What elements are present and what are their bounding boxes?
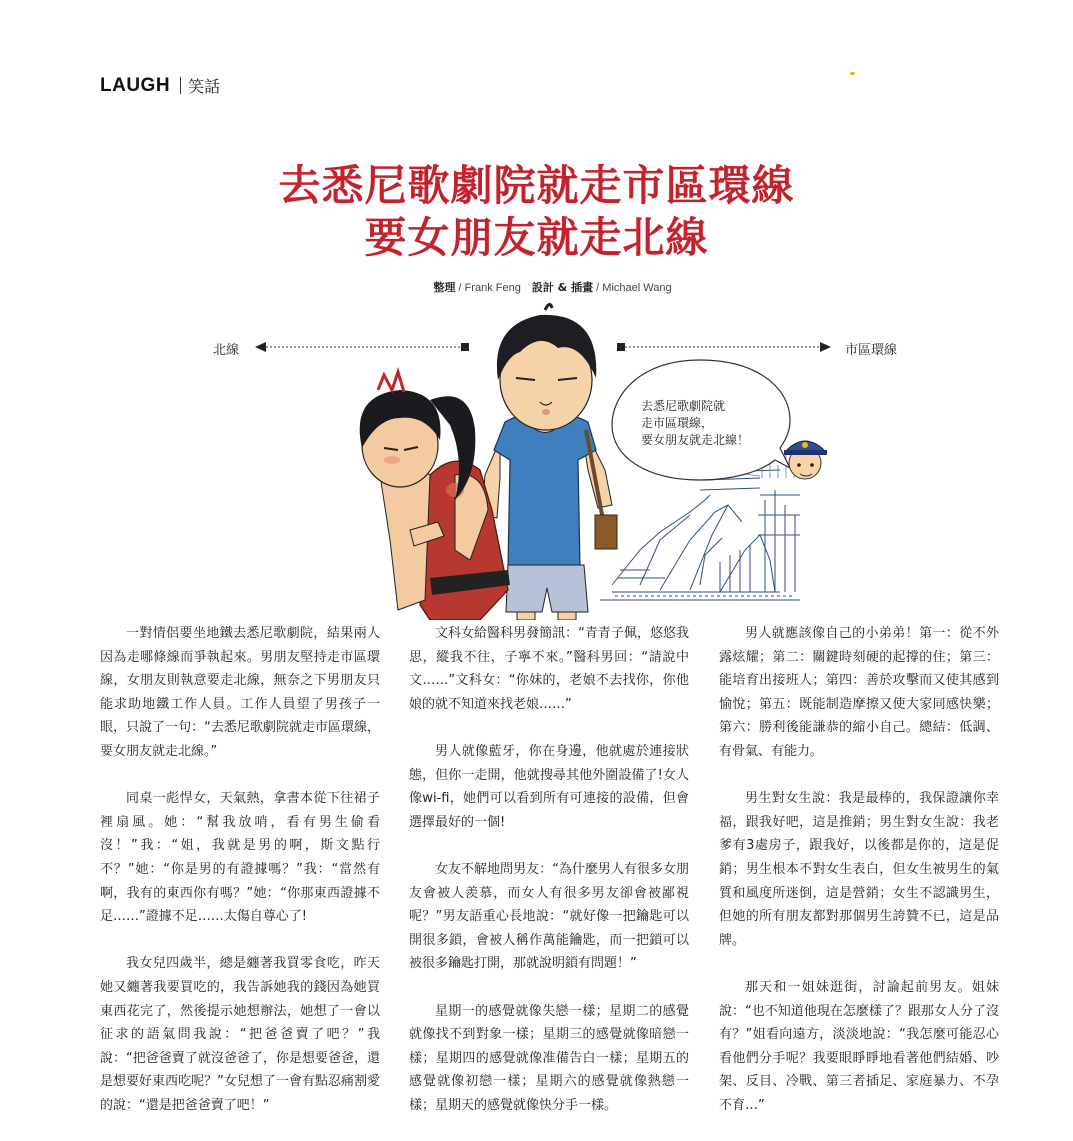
speech-bubble (612, 360, 790, 480)
section-divider (180, 77, 181, 94)
joke-paragraph: 女友不解地問男友：“為什麼男人有很多女朋友會被人羨慕，而女人有很多男友卻會被鄙視呢？”男友語重心長地說：“就好像一把鑰匙可以開很多鎖，會被人稱作萬能鑰匙，而一把鎖可以被很多鑰匙打開，那就說明鎖有問題！” (409, 861, 689, 972)
headline-line-2: 要女朋友就走北線 (364, 213, 709, 262)
section-tag (100, 74, 220, 97)
credit-design-label: 設計 & 插畫 (531, 281, 594, 294)
article-credits (0, 279, 1073, 295)
girl-figure (360, 372, 510, 620)
right-arrow-icon (617, 342, 831, 352)
joke-paragraph: 那天和一姐妹逛街，討論起前男友。姐妹說：“也不知道他現在怎麼樣了？跟那女人分了沒有？”姐看向遠方，淡淡地說：“我怎麼可能忍心看他們分手呢？我要眼睜睜地看著他們結婚、吵架、反目、冷戰、第三者插足、家庭暴力、不孕不育…” (719, 979, 999, 1113)
joke-paragraph: 男人就應該像自己的小弟弟！第一：從不外露炫耀；第二：關鍵時刻硬的起撐的住；第三： 能培育出接班人；第四：善於攻擊而又使其感到愉悅；第五：既能制造摩擦又使大家同感快樂；第六：勝利後能謙恭的縮小自己。總結：低調、有骨氣、有能力。 (719, 626, 999, 759)
city-circle-label: 市區環線 (845, 343, 898, 358)
credit-design-name: / Michael Wang (593, 282, 672, 294)
credit-editor-label: 整理 (433, 281, 456, 294)
joke-paragraph: 同桌一彪悍女，天氣熱，拿書本從下往裙子裡扇風。她：“幫我放哨，看有男生偷看沒！”我：“姐，我就是男的啊，斯文點行不？”她：“你是男的有證據嗎？”我：“當然有啊，我有的東西你有嗎？”她：“你那東西證據不足……”證據不足……太傷自尊心了! (100, 791, 380, 925)
bubble-line-2: 走市區環線， (641, 416, 714, 430)
section-label-en: LAUGH (100, 74, 171, 96)
article-headline (0, 160, 1073, 264)
joke-paragraph: 我女兒四歲半，總是纏著我買零食吃，昨天她又纏著我要買吃的，我告訴她我的錢因為她買東西花完了，然後提示她想辦法，她想了一會以征求的語氣問我說：“把爸爸賣了吧？”我說：“把爸爸賣了就沒爸爸了，你是想要爸爸，還是想要好東西吃呢？”女兒想了一會有點忍痛割愛的說：“還是把爸爸賣了吧！” (100, 956, 380, 1113)
joke-paragraph: 男人就像藍牙，你在身邊，他就處於連接狀態，但你一走開，他就搜尋其他外圍設備了!女人像wi-fi，她們可以看到所有可連接的設備，但會選擇最好的一個! (409, 743, 689, 830)
joke-paragraph: 一對情侶要坐地鐵去悉尼歌劇院，結果兩人因為走哪條線而爭執起來。男朋友堅持走市區環線，女朋友則執意要走北線，無奈之下男朋友只能求助地鐵工作人員。工作人員望了男孩子一眼，只說了一句：“去悉尼歌劇院就走市區環線，要女朋友就走北線。” (100, 626, 380, 759)
joke-paragraph: 文科女給醫科男發簡訊：“青青子佩，悠悠我思，縱我不往，子寧不來。”醫科男回：“請說中文……”文科女：“你妹的，老娘不去找你，你他娘的就不知道來找老娘……” (409, 626, 689, 712)
article-column-3 (719, 622, 999, 1141)
station-staff-figure (784, 441, 827, 479)
joke-paragraph: 男生對女生說：我是最棒的，我保證讓你幸福，跟我好吧，這是推銷；男生對女生說：我老爹有3處房子，跟我好，以後都是你的，這是促銷；男生根本不對女生表白，但女生被男生的氣質和風度所迷倒，這是營銷；女生不認識男生，但她的所有朋友都對那個男生誇贊不已，這是品牌。 (719, 791, 999, 948)
headline-line-1: 去悉尼歌劇院就走市區環線 (278, 161, 795, 210)
bubble-line-1: 去悉尼歌劇院就 (641, 399, 726, 413)
bubble-line-3: 要女朋友就走北線！ (641, 433, 750, 447)
joke-paragraph: 星期一的感覺就像失戀一樣；星期二的感覺就像找不到對象一樣；星期三的感覺就像暗戀一樣；星期四的感覺就像准備告白一樣；星期五的感覺就像初戀一樣；星期六的感覺就像熱戀一樣；星期天的感覺就像快分手一樣。 (409, 1003, 689, 1113)
opera-house-sketch (600, 470, 800, 600)
section-label-zh: 笑話 (188, 77, 221, 96)
north-line-label: 北線 (213, 343, 240, 358)
left-arrow-icon (255, 342, 469, 352)
article-column-1 (100, 622, 380, 1141)
corner-mark (850, 72, 855, 75)
comic-illustration (0, 300, 1073, 620)
article-column-2 (409, 622, 689, 1141)
credit-editor-name: / Frank Feng (455, 282, 532, 294)
